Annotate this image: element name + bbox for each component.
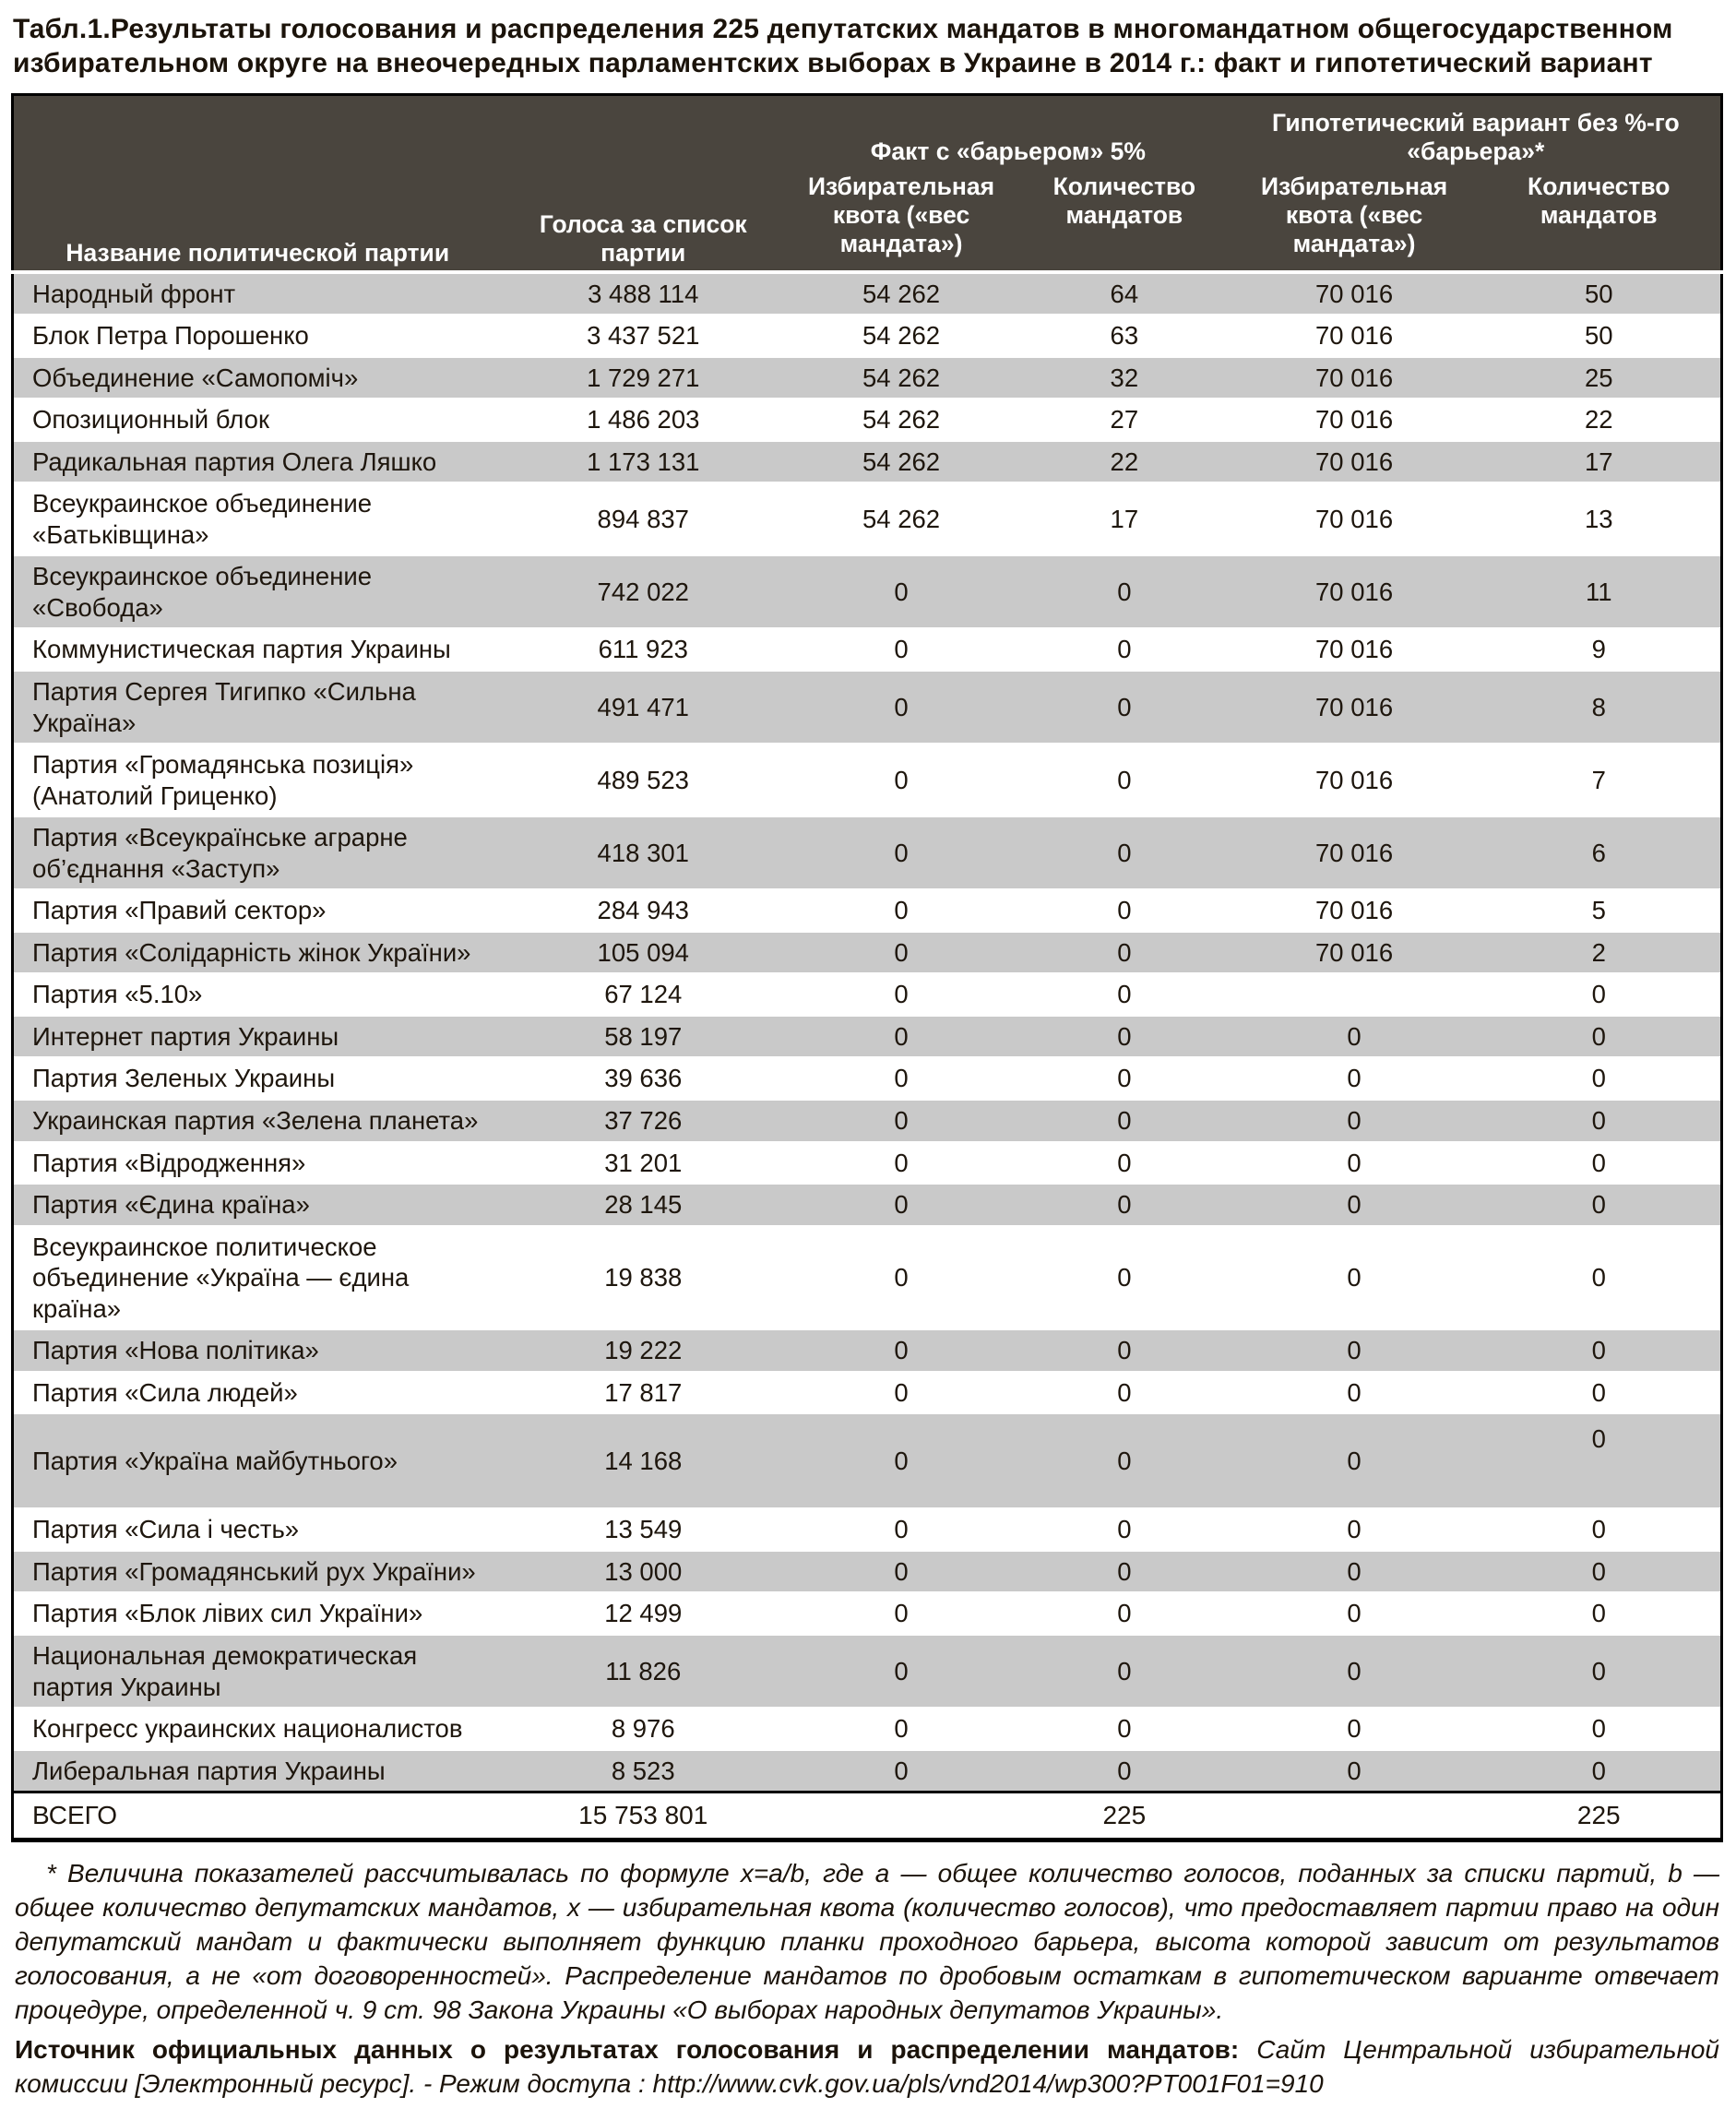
party-name-cell: Всеукраинское объединение «Батьківщина»: [13, 482, 502, 555]
table-row: [13, 1592, 1722, 1635]
votes-cell: 3 437 521: [501, 315, 785, 357]
quota-fact-cell: 0: [785, 1184, 1017, 1226]
party-name-cell: Партия «Сила людей»: [13, 1372, 502, 1414]
votes-cell: 1 173 131: [501, 441, 785, 483]
mandates-hyp-cell: 6: [1477, 816, 1721, 889]
table-row: [13, 744, 1722, 816]
table-row: [13, 441, 1722, 483]
mandates-fact-cell: 0: [1017, 1016, 1231, 1058]
quota-fact-cell: 0: [785, 816, 1017, 889]
quota-hyp-cell: 0: [1231, 1551, 1478, 1593]
quota-fact-cell: 0: [785, 671, 1017, 744]
table-row: [13, 973, 1722, 1016]
mandates-hyp-cell: 0: [1477, 1635, 1721, 1708]
mandates-hyp-cell: 0: [1477, 1100, 1721, 1142]
quota-hyp-cell: 70 016: [1231, 816, 1478, 889]
table-row: [13, 1413, 1722, 1508]
total-quota-fact-cell: [785, 1792, 1017, 1840]
header-quota-hyp: Избирательная квота («вес мандата»): [1231, 169, 1478, 272]
votes-cell: 284 943: [501, 889, 785, 932]
votes-cell: 39 636: [501, 1057, 785, 1100]
mandates-fact-cell: 63: [1017, 315, 1231, 357]
table-row: [13, 816, 1722, 889]
header-quota-fact: Избирательная квота («вес мандата»): [785, 169, 1017, 272]
table-title: Табл.1.Результаты голосования и распределения 225 депутатских мандатов в многомандатном общегосударственном избирательном округе на внеочередных парламентских выборах в Украине в 2014 г.: факт и гипотетический вариант: [13, 14, 1673, 78]
mandates-hyp-cell: 50: [1477, 272, 1721, 316]
table-row: [13, 399, 1722, 441]
table-row: [13, 628, 1722, 671]
footnote: * Величина показателей рассчитывалась по формуле x=a/b, где a — общее количество голосов, поданных за списки партий, b — общее количество депутатских мандатов, x — избирательная квота (количество голосов), что предоставляет партии право на один депутатский мандат и фактически выполняет функцию планки проходного барьера, высота которой зависит от результатов голосования, а не «от договоренностей». Распределение мандатов по дробовым остаткам в гипотетическом варианте отвечает процедуре, определенной ч. 9 ст. 98 Закона Украины «О выборах народных депутатов Украины».: [15, 1859, 1719, 2025]
quota-fact-cell: 0: [785, 744, 1017, 816]
table-row: [13, 555, 1722, 628]
quota-fact-cell: 0: [785, 1551, 1017, 1593]
mandates-hyp-cell: 8: [1477, 671, 1721, 744]
mandates-fact-cell: 0: [1017, 1100, 1231, 1142]
quota-hyp-cell: 0: [1231, 1508, 1478, 1551]
quota-hyp-cell: 0: [1231, 1372, 1478, 1414]
quota-hyp-cell: 70 016: [1231, 555, 1478, 628]
votes-cell: 14 168: [501, 1413, 785, 1508]
mandates-hyp-cell: 0: [1477, 1057, 1721, 1100]
party-name-cell: Конгресс украинских националистов: [13, 1708, 502, 1750]
mandates-hyp-cell: 0: [1477, 1226, 1721, 1330]
party-name-cell: Партия «Громадянський рух України»: [13, 1551, 502, 1593]
quota-hyp-cell: 70 016: [1231, 441, 1478, 483]
party-name-cell: Партия «Сила і честь»: [13, 1508, 502, 1551]
mandates-hyp-cell: 13: [1477, 482, 1721, 555]
table-row: [13, 1100, 1722, 1142]
mandates-hyp-cell: 0: [1477, 1551, 1721, 1593]
quota-fact-cell: 0: [785, 1508, 1017, 1551]
mandates-fact-cell: 27: [1017, 399, 1231, 441]
quota-fact-cell: 0: [785, 555, 1017, 628]
votes-cell: 67 124: [501, 973, 785, 1016]
quota-hyp-cell: 70 016: [1231, 628, 1478, 671]
quota-hyp-cell: 70 016: [1231, 889, 1478, 932]
table-row: [13, 889, 1722, 932]
party-name-cell: Коммунистическая партия Украины: [13, 628, 502, 671]
header-group-row: [13, 95, 1722, 169]
quota-hyp-cell: 0: [1231, 1750, 1478, 1792]
votes-cell: 418 301: [501, 816, 785, 889]
quota-hyp-cell: 0: [1231, 1413, 1478, 1508]
mandates-fact-cell: 0: [1017, 932, 1231, 974]
party-name-cell: Блок Петра Порошенко: [13, 315, 502, 357]
party-name-cell: Партия «5.10»: [13, 973, 502, 1016]
mandates-fact-cell: 0: [1017, 671, 1231, 744]
mandates-fact-cell: 22: [1017, 441, 1231, 483]
quota-hyp-cell: 0: [1231, 1635, 1478, 1708]
votes-cell: 13 549: [501, 1508, 785, 1551]
party-name-cell: Народный фронт: [13, 272, 502, 316]
mandates-fact-cell: 0: [1017, 1508, 1231, 1551]
header-party-name: Название политической партии: [13, 95, 502, 272]
mandates-hyp-cell: 9: [1477, 628, 1721, 671]
quota-fact-cell: 54 262: [785, 441, 1017, 483]
table-row: [13, 1372, 1722, 1414]
table-row: [13, 1635, 1722, 1708]
table-row: [13, 1708, 1722, 1750]
quota-fact-cell: 0: [785, 1142, 1017, 1185]
votes-cell: 611 923: [501, 628, 785, 671]
table-row: [13, 482, 1722, 555]
quota-fact-cell: 0: [785, 973, 1017, 1016]
quota-fact-cell: 54 262: [785, 272, 1017, 316]
mandates-hyp-cell: 50: [1477, 315, 1721, 357]
quota-fact-cell: 54 262: [785, 399, 1017, 441]
quota-hyp-cell: 70 016: [1231, 932, 1478, 974]
total-row: [13, 1792, 1722, 1840]
votes-cell: 19 838: [501, 1226, 785, 1330]
quota-fact-cell: 54 262: [785, 482, 1017, 555]
votes-cell: 19 222: [501, 1329, 785, 1372]
quota-hyp-cell: 70 016: [1231, 482, 1478, 555]
votes-cell: 17 817: [501, 1372, 785, 1414]
quota-fact-cell: 0: [785, 1016, 1017, 1058]
votes-cell: 491 471: [501, 671, 785, 744]
mandates-fact-cell: 0: [1017, 744, 1231, 816]
votes-cell: 8 976: [501, 1708, 785, 1750]
header-mandates-fact: Количество мандатов: [1017, 169, 1231, 272]
votes-cell: 58 197: [501, 1016, 785, 1058]
party-name-cell: Радикальная партия Олега Ляшко: [13, 441, 502, 483]
quota-hyp-cell: 70 016: [1231, 357, 1478, 399]
mandates-fact-cell: 0: [1017, 1142, 1231, 1185]
party-name-cell: Всеукраинское объединение «Свобода»: [13, 555, 502, 628]
party-name-cell: Партия «Блок лівих сил України»: [13, 1592, 502, 1635]
party-name-cell: Партия «Україна майбутнього»: [13, 1413, 502, 1508]
table-header: [13, 95, 1722, 272]
mandates-fact-cell: 17: [1017, 482, 1231, 555]
total-mandates-fact-cell: 225: [1017, 1792, 1231, 1840]
quota-fact-cell: 0: [785, 932, 1017, 974]
votes-cell: 105 094: [501, 932, 785, 974]
mandates-fact-cell: 0: [1017, 973, 1231, 1016]
mandates-fact-cell: 0: [1017, 1226, 1231, 1330]
mandates-fact-cell: 0: [1017, 628, 1231, 671]
header-fact-group: Факт с «барьером» 5%: [785, 95, 1231, 169]
mandates-fact-cell: 0: [1017, 889, 1231, 932]
total-votes-cell: 15 753 801: [501, 1792, 785, 1840]
quota-fact-cell: 0: [785, 1057, 1017, 1100]
mandates-fact-cell: 0: [1017, 1329, 1231, 1372]
quota-fact-cell: 0: [785, 1635, 1017, 1708]
mandates-fact-cell: 0: [1017, 1413, 1231, 1508]
table-row: [13, 1329, 1722, 1372]
mandates-hyp-cell: 0: [1477, 1708, 1721, 1750]
mandates-hyp-cell: 0: [1477, 1750, 1721, 1792]
mandates-fact-cell: 0: [1017, 1057, 1231, 1100]
quota-hyp-cell: 0: [1231, 1057, 1478, 1100]
votes-cell: 13 000: [501, 1551, 785, 1593]
votes-cell: 894 837: [501, 482, 785, 555]
mandates-hyp-cell: 0: [1477, 1184, 1721, 1226]
mandates-hyp-cell: 22: [1477, 399, 1721, 441]
mandates-fact-cell: 0: [1017, 555, 1231, 628]
mandates-hyp-cell: 0: [1477, 1372, 1721, 1414]
party-name-cell: Опозиционный блок: [13, 399, 502, 441]
mandates-hyp-cell: 0: [1477, 1142, 1721, 1185]
party-name-cell: Партия «Громадянська позиція» (Анатолий Гриценко): [13, 744, 502, 816]
mandates-hyp-cell: 0: [1477, 1508, 1721, 1551]
quota-fact-cell: 0: [785, 889, 1017, 932]
mandates-fact-cell: 64: [1017, 272, 1231, 316]
quota-hyp-cell: 0: [1231, 1708, 1478, 1750]
header-votes: Голоса за список партии: [501, 95, 785, 272]
table-row: [13, 1142, 1722, 1185]
quota-fact-cell: 0: [785, 1413, 1017, 1508]
votes-cell: 11 826: [501, 1635, 785, 1708]
quota-hyp-cell: 70 016: [1231, 272, 1478, 316]
quota-hyp-cell: 0: [1231, 1142, 1478, 1185]
table-row: [13, 357, 1722, 399]
mandates-fact-cell: 0: [1017, 1708, 1231, 1750]
quota-fact-cell: 54 262: [785, 357, 1017, 399]
votes-cell: 31 201: [501, 1142, 785, 1185]
table-row: [13, 315, 1722, 357]
quota-fact-cell: 0: [785, 1100, 1017, 1142]
total-label-cell: ВСЕГО: [13, 1792, 502, 1840]
mandates-fact-cell: 0: [1017, 1184, 1231, 1226]
quota-hyp-cell: 0: [1231, 1016, 1478, 1058]
table-row: [13, 1750, 1722, 1792]
quota-fact-cell: 0: [785, 628, 1017, 671]
quota-hyp-cell: 0: [1231, 1226, 1478, 1330]
quota-fact-cell: 0: [785, 1329, 1017, 1372]
mandates-hyp-cell: 0: [1477, 1329, 1721, 1372]
table-row: [13, 1226, 1722, 1330]
party-name-cell: Украинская партия «Зелена планета»: [13, 1100, 502, 1142]
mandates-fact-cell: 0: [1017, 1592, 1231, 1635]
table-row: [13, 1508, 1722, 1551]
mandates-fact-cell: 0: [1017, 816, 1231, 889]
source-text: Сайт Центральной избирательной комиссии [Электронный ресурс]. - Режим доступа : http://www.cvk.gov.ua/pls/vnd2014/wp300?PT001F01=910: [15, 2035, 1719, 2099]
party-name-cell: Партия «Єдина країна»: [13, 1184, 502, 1226]
party-name-cell: Партия «Солідарність жінок України»: [13, 932, 502, 974]
votes-cell: 3 488 114: [501, 272, 785, 316]
quota-fact-cell: 0: [785, 1708, 1017, 1750]
party-name-cell: Либеральная партия Украины: [13, 1750, 502, 1792]
quota-hyp-cell: 70 016: [1231, 671, 1478, 744]
total-quota-hyp-cell: [1231, 1792, 1478, 1840]
quota-fact-cell: 0: [785, 1750, 1017, 1792]
table-row: [13, 1551, 1722, 1593]
party-name-cell: Партия «Нова політика»: [13, 1329, 502, 1372]
table-row: [13, 1057, 1722, 1100]
quota-fact-cell: 0: [785, 1592, 1017, 1635]
mandates-hyp-cell: 0: [1477, 1413, 1721, 1508]
total-mandates-hyp-cell: 225: [1477, 1792, 1721, 1840]
mandates-hyp-cell: 0: [1477, 1592, 1721, 1635]
quota-hyp-cell: 70 016: [1231, 315, 1478, 357]
mandates-hyp-cell: 0: [1477, 973, 1721, 1016]
header-mandates-hyp: Количество мандатов: [1477, 169, 1721, 272]
quota-hyp-cell: 0: [1231, 1184, 1478, 1226]
mandates-hyp-cell: 2: [1477, 932, 1721, 974]
quota-fact-cell: 0: [785, 1372, 1017, 1414]
party-name-cell: Партия Сергея Тигипко «Сильна Україна»: [13, 671, 502, 744]
mandates-hyp-cell: 0: [1477, 1016, 1721, 1058]
quota-hyp-cell: 0: [1231, 1100, 1478, 1142]
mandates-hyp-cell: 7: [1477, 744, 1721, 816]
mandates-hyp-cell: 25: [1477, 357, 1721, 399]
party-name-cell: Партия «Відродження»: [13, 1142, 502, 1185]
header-hypothetical-group: Гипотетический вариант без %-го «барьера»*: [1231, 95, 1722, 169]
votes-cell: 37 726: [501, 1100, 785, 1142]
party-name-cell: Национальная демократическая партия Украины: [13, 1635, 502, 1708]
votes-cell: 8 523: [501, 1750, 785, 1792]
quota-hyp-cell: [1231, 973, 1478, 1016]
mandates-hyp-cell: 11: [1477, 555, 1721, 628]
quota-hyp-cell: 0: [1231, 1592, 1478, 1635]
votes-cell: 1 729 271: [501, 357, 785, 399]
quota-hyp-cell: 70 016: [1231, 744, 1478, 816]
votes-cell: 28 145: [501, 1184, 785, 1226]
quota-hyp-cell: 70 016: [1231, 399, 1478, 441]
party-name-cell: Партия «Правий сектор»: [13, 889, 502, 932]
party-name-cell: Объединение «Самопоміч»: [13, 357, 502, 399]
party-name-cell: Всеукраинское политическое объединение «Україна — єдина країна»: [13, 1226, 502, 1330]
quota-fact-cell: 0: [785, 1226, 1017, 1330]
votes-cell: 12 499: [501, 1592, 785, 1635]
table-footer: [13, 1792, 1722, 1840]
mandates-hyp-cell: 5: [1477, 889, 1721, 932]
party-name-cell: Интернет партия Украины: [13, 1016, 502, 1058]
table-row: [13, 1184, 1722, 1226]
table-row: [13, 272, 1722, 316]
mandates-fact-cell: 0: [1017, 1372, 1231, 1414]
mandates-fact-cell: 0: [1017, 1750, 1231, 1792]
mandates-fact-cell: 32: [1017, 357, 1231, 399]
quota-hyp-cell: 0: [1231, 1329, 1478, 1372]
votes-cell: 742 022: [501, 555, 785, 628]
results-table: [11, 93, 1723, 1842]
table-row: [13, 671, 1722, 744]
mandates-fact-cell: 0: [1017, 1551, 1231, 1593]
source-line: [15, 2033, 1719, 2102]
table-row: [13, 1016, 1722, 1058]
votes-cell: 1 486 203: [501, 399, 785, 441]
votes-cell: 489 523: [501, 744, 785, 816]
mandates-fact-cell: 0: [1017, 1635, 1231, 1708]
table-row: [13, 932, 1722, 974]
party-name-cell: Партия Зеленых Украины: [13, 1057, 502, 1100]
quota-fact-cell: 54 262: [785, 315, 1017, 357]
source-label: Источник официальных данных о результатах голосования и распределении мандатов:: [15, 2035, 1240, 2065]
party-name-cell: Партия «Всеукраїнське аграрне об’єднання «Заступ»: [13, 816, 502, 889]
table-body: [13, 272, 1722, 1792]
mandates-hyp-cell: 17: [1477, 441, 1721, 483]
